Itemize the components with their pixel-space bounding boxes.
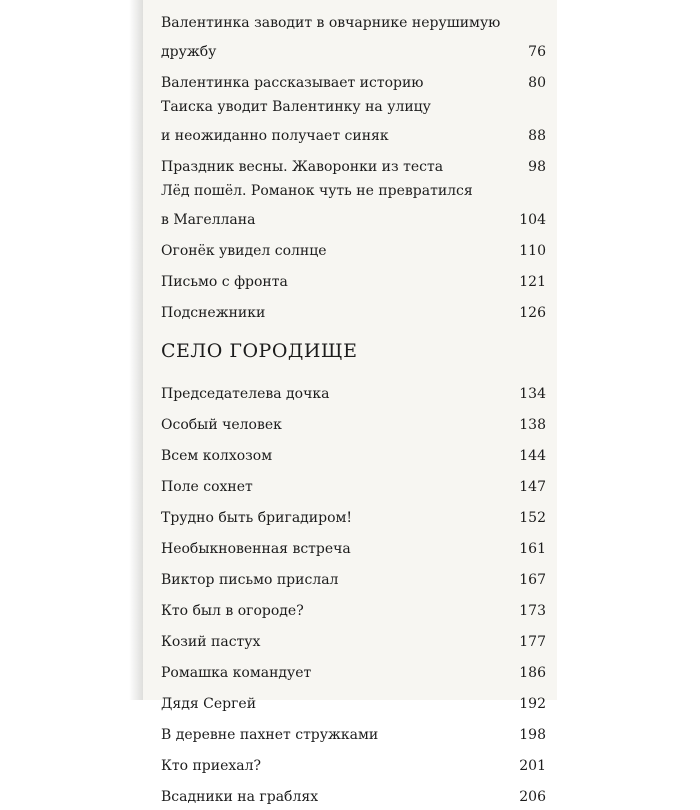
toc-entry-line	[161, 686, 546, 712]
dot-leader	[427, 65, 516, 87]
toc-part-2	[161, 376, 546, 810]
toc-entry	[161, 96, 546, 149]
toc-page-number: 104	[519, 212, 546, 228]
toc-page-number: 121	[519, 274, 546, 290]
toc-entry-line	[161, 469, 546, 495]
toc-entry	[161, 717, 546, 748]
dot-leader	[314, 655, 515, 677]
toc-entry	[161, 438, 546, 469]
toc-entry-line	[161, 12, 546, 34]
dot-leader	[263, 624, 515, 646]
dot-leader	[332, 376, 515, 398]
dot-leader	[341, 562, 515, 584]
toc-entry-line	[161, 376, 546, 402]
table-of-contents	[161, 12, 546, 810]
toc-entry-title: Всем колхозом	[161, 448, 273, 464]
toc-entry-line	[161, 180, 546, 202]
toc-entry	[161, 779, 546, 810]
toc-entry	[161, 748, 546, 779]
toc-entry-title: Кто был в огороде?	[161, 603, 304, 619]
dot-leader	[268, 295, 515, 317]
toc-page-number: 147	[519, 479, 546, 495]
toc-entry-line	[161, 655, 546, 681]
toc-entry	[161, 65, 546, 96]
dot-leader	[354, 531, 515, 553]
toc-page-number: 80	[528, 75, 546, 91]
dot-leader	[264, 748, 515, 770]
dot-leader	[258, 202, 515, 224]
dot-leader	[307, 593, 515, 615]
toc-entry	[161, 624, 546, 655]
toc-entry-title: Огонёк увидел солнце	[161, 243, 327, 259]
toc-entry	[161, 407, 546, 438]
toc-entry-title: Козий пастух	[161, 634, 261, 650]
toc-entry-line	[161, 562, 546, 588]
toc-entry	[161, 562, 546, 593]
toc-entry-line	[161, 118, 546, 144]
toc-entry-title: Особый человек	[161, 417, 282, 433]
toc-entry-line	[161, 65, 546, 91]
toc-entry	[161, 655, 546, 686]
dot-leader	[330, 233, 515, 255]
toc-entry-title: Виктор письмо прислал	[161, 572, 339, 588]
toc-entry-line	[161, 531, 546, 557]
toc-entry-title: В деревне пахнет стружками	[161, 727, 379, 743]
toc-entry	[161, 593, 546, 624]
toc-entry-title: в Магеллана	[161, 212, 256, 228]
dot-leader	[321, 779, 515, 801]
toc-entry-title: Дядя Сергей	[161, 696, 257, 712]
toc-entry-line	[161, 779, 546, 805]
toc-page-number: 76	[528, 44, 546, 60]
toc-entry-title: Поле сохнет	[161, 479, 253, 495]
toc-entry-title: Лёд пошёл. Романок чуть не превратился	[161, 183, 473, 199]
toc-page-number: 144	[519, 448, 546, 464]
toc-entry-title: Ромашка командует	[161, 665, 312, 681]
toc-entry-line	[161, 34, 546, 60]
toc-entry	[161, 376, 546, 407]
toc-entry-line	[161, 295, 546, 321]
toc-page-number: 198	[519, 727, 546, 743]
toc-entry-line	[161, 233, 546, 259]
dot-leader	[355, 500, 515, 522]
toc-page-number: 88	[528, 128, 546, 144]
toc-entry	[161, 469, 546, 500]
toc-entry-line	[161, 593, 546, 619]
toc-entry-title: Валентинка заводит в овчарнике нерушимую	[161, 15, 501, 31]
toc-entry-title: и неожиданно получает синяк	[161, 128, 389, 144]
toc-entry-line	[161, 407, 546, 433]
toc-entry-line	[161, 96, 546, 118]
toc-entry-title: Письмо с фронта	[161, 274, 288, 290]
dot-leader	[285, 407, 515, 429]
toc-entry-title: дружбу	[161, 44, 217, 60]
toc-entry-line	[161, 149, 546, 175]
toc-entry-title: Валентинка рассказывает историю	[161, 75, 424, 91]
toc-entry-title: Кто приехал?	[161, 758, 262, 774]
toc-page-number: 201	[519, 758, 546, 774]
toc-page-number: 126	[519, 305, 546, 321]
toc-page-number: 161	[519, 541, 546, 557]
toc-entry-title: Трудно быть бригадиром!	[161, 510, 353, 526]
toc-entry-line	[161, 717, 546, 743]
toc-entry-line	[161, 748, 546, 774]
toc-page-number: 167	[519, 572, 546, 588]
toc-page-number: 110	[519, 243, 546, 259]
toc-page-number: 192	[519, 696, 546, 712]
dot-leader	[446, 149, 515, 171]
section-title: СЕЛО ГОРОДИЩЕ	[161, 340, 358, 362]
dot-leader	[291, 264, 515, 286]
toc-page-number: 98	[528, 159, 546, 175]
toc-entry	[161, 531, 546, 562]
toc-entry-line	[161, 202, 546, 228]
dot-leader	[219, 34, 515, 56]
toc-entry	[161, 295, 546, 326]
toc-entry-title: Подснежники	[161, 305, 266, 321]
toc-entry	[161, 233, 546, 264]
toc-entry	[161, 686, 546, 717]
toc-entry-line	[161, 500, 546, 526]
toc-page-number: 206	[519, 789, 546, 805]
toc-entry-title: Всадники на граблях	[161, 789, 319, 805]
toc-entry-title: Председателева дочка	[161, 386, 330, 402]
toc-entry	[161, 264, 546, 295]
dot-leader	[256, 469, 515, 491]
toc-entry-title: Праздник весны. Жаворонки из теста	[161, 159, 444, 175]
toc-entry	[161, 180, 546, 233]
toc-page-number: 186	[519, 665, 546, 681]
toc-page-number: 138	[519, 417, 546, 433]
toc-entry-title: Необыкновенная встреча	[161, 541, 351, 557]
dot-leader	[259, 686, 515, 708]
dot-leader	[392, 118, 515, 140]
toc-entry	[161, 500, 546, 531]
page-edge-shadow	[129, 0, 143, 700]
toc-entry-line	[161, 624, 546, 650]
toc-entry-line	[161, 264, 546, 290]
toc-page-number: 134	[519, 386, 546, 402]
toc-part-1	[161, 12, 546, 326]
toc-entry-line	[161, 438, 546, 464]
toc-entry	[161, 149, 546, 180]
toc-page-number: 177	[519, 634, 546, 650]
toc-page-number: 173	[519, 603, 546, 619]
toc-page-number: 152	[519, 510, 546, 526]
toc-entry	[161, 12, 546, 65]
dot-leader	[381, 717, 515, 739]
dot-leader	[275, 438, 515, 460]
toc-entry-title: Таиска уводит Валентинку на улицу	[161, 99, 431, 115]
